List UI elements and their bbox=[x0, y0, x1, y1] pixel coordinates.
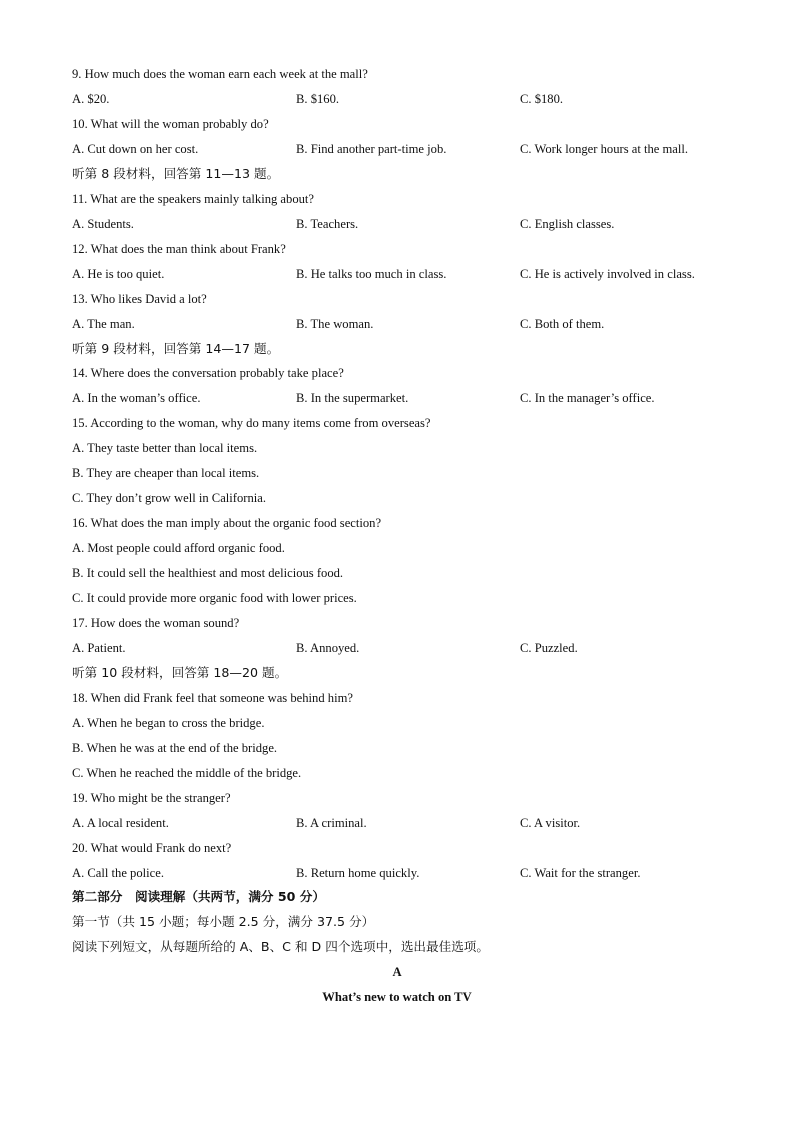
answer-option-c: C. A visitor. bbox=[520, 816, 581, 830]
answer-option: A. When he began to cross the bridge. bbox=[72, 716, 265, 730]
answer-option: C. They don’t grow well in California. bbox=[72, 491, 267, 505]
question-text: 17. How does the woman sound? bbox=[72, 616, 240, 630]
answer-option: A. Most people could afford organic food. bbox=[72, 541, 285, 555]
answer-option: B. It could sell the healthiest and most delicious food. bbox=[72, 566, 344, 580]
question-text: 12. What does the man think about Frank? bbox=[72, 242, 286, 256]
answer-option: B. When he was at the end of the bridge. bbox=[72, 741, 278, 755]
answer-option-b: B. The woman. bbox=[296, 317, 374, 331]
question-text: 16. What does the man imply about the organic food section? bbox=[72, 516, 382, 530]
section-instruction: 听第 10 段材料，回答第 18—20 题。 bbox=[72, 665, 288, 680]
answer-option-b: B. Find another part-time job. bbox=[296, 142, 447, 156]
answer-option-c: C. Both of them. bbox=[520, 317, 605, 331]
answer-option-c: C. He is actively involved in class. bbox=[520, 267, 695, 281]
section-instruction: 听第 8 段材料，回答第 11—13 题。 bbox=[72, 166, 280, 181]
answer-option: B. They are cheaper than local items. bbox=[72, 466, 260, 480]
answer-option-a: A. In the woman’s office. bbox=[72, 391, 201, 405]
question-text: 20. What would Frank do next? bbox=[72, 841, 232, 855]
answer-option-c: C. $180. bbox=[520, 92, 564, 106]
passage-title: What’s new to watch on TV bbox=[322, 990, 472, 1004]
section-instruction: 听第 9 段材料，回答第 14—17 题。 bbox=[72, 341, 280, 356]
part-heading: 第二部分 阅读理解（共两节，满分 50 分） bbox=[72, 889, 325, 904]
answer-option-b: B. Return home quickly. bbox=[296, 866, 420, 880]
question-text: 11. What are the speakers mainly talking about? bbox=[72, 192, 314, 206]
answer-option-c: C. In the manager’s office. bbox=[520, 391, 655, 405]
question-text: 18. When did Frank feel that someone was behind him? bbox=[72, 691, 353, 705]
question-text: 13. Who likes David a lot? bbox=[72, 292, 207, 306]
question-text: 9. How much does the woman earn each week at the mall? bbox=[72, 67, 368, 81]
answer-option: C. It could provide more organic food with lower prices. bbox=[72, 591, 357, 605]
answer-option-a: A. Cut down on her cost. bbox=[72, 142, 199, 156]
answer-option-a: A. Call the police. bbox=[72, 866, 164, 880]
question-text: 14. Where does the conversation probably take place? bbox=[72, 366, 344, 380]
question-text: 10. What will the woman probably do? bbox=[72, 117, 269, 131]
section-instruction: 阅读下列短文，从每题所给的 A、B、C 和 D 四个选项中，选出最佳选项。 bbox=[72, 939, 489, 954]
answer-option-a: A. $20. bbox=[72, 92, 110, 106]
answer-option-b: B. In the supermarket. bbox=[296, 391, 409, 405]
question-text: 19. Who might be the stranger? bbox=[72, 791, 231, 805]
answer-option-c: C. Work longer hours at the mall. bbox=[520, 142, 689, 156]
answer-option-a: A. Patient. bbox=[72, 641, 126, 655]
answer-option-b: B. Annoyed. bbox=[296, 641, 360, 655]
answer-option: A. They taste better than local items. bbox=[72, 441, 258, 455]
answer-option-a: A. The man. bbox=[72, 317, 135, 331]
answer-option-a: A. A local resident. bbox=[72, 816, 169, 830]
answer-option-a: A. Students. bbox=[72, 217, 134, 231]
answer-option-b: B. He talks too much in class. bbox=[296, 267, 447, 281]
answer-option-b: B. $160. bbox=[296, 92, 340, 106]
answer-option-a: A. He is too quiet. bbox=[72, 267, 165, 281]
answer-option: C. When he reached the middle of the bridge. bbox=[72, 766, 302, 780]
question-text: 15. According to the woman, why do many items come from overseas? bbox=[72, 416, 431, 430]
answer-option-c: C. Wait for the stranger. bbox=[520, 866, 641, 880]
answer-option-c: C. Puzzled. bbox=[520, 641, 578, 655]
answer-option-c: C. English classes. bbox=[520, 217, 615, 231]
answer-option-b: B. A criminal. bbox=[296, 816, 367, 830]
answer-option-b: B. Teachers. bbox=[296, 217, 359, 231]
section-instruction: 第一节（共 15 小题；每小题 2.5 分，满分 37.5 分） bbox=[72, 914, 375, 929]
passage-title: A bbox=[392, 965, 402, 979]
